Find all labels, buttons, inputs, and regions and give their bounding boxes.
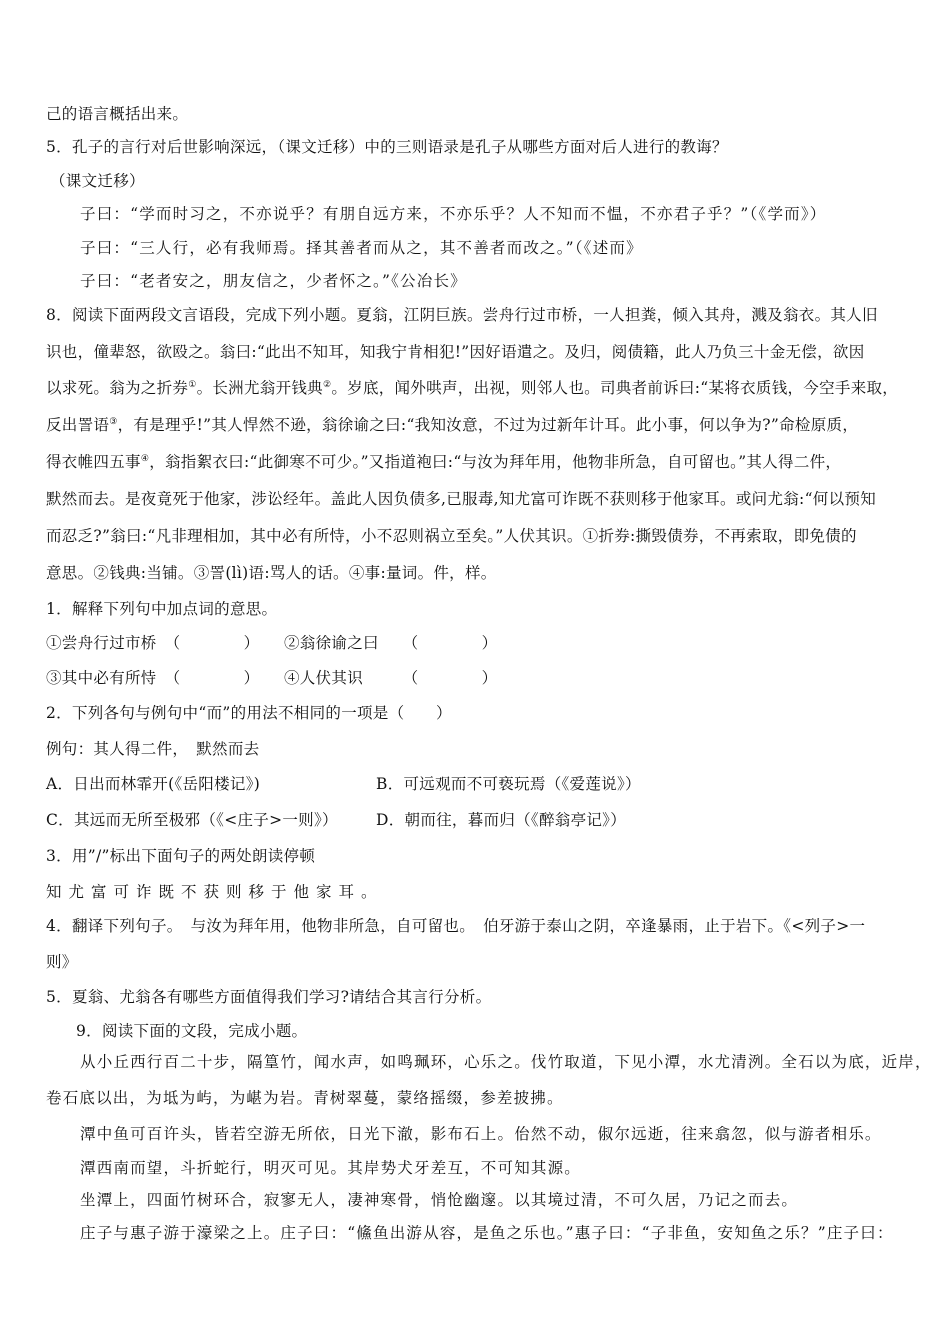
footnote-marker: ② xyxy=(322,379,332,390)
passage-line: 潭西南而望，斗折蛇行，明灭可见。其岸势犬牙差互，不可知其源。 xyxy=(80,1159,582,1177)
passage-line: 以求死。翁为之折券①。长洲尤翁开钱典②。岁底，闻外哄声，出视，则邻人也。司典者前诉曰:“某将衣质钱，今空手来取， xyxy=(46,379,899,397)
options-row xyxy=(46,810,910,830)
passage-line: 坐潭上，四面竹树环合，寂寥无人，凄神寒骨，悄怆幽邃。以其境过清，不可久居，乃记之而去。 xyxy=(80,1191,799,1209)
subquestion-2: 2．下列各句与例句中“而”的用法不相同的一项是（ ） xyxy=(46,704,452,722)
question-5-prompt: 5．孔子的言行对后世影响深远，（课文迁移）中的三则语录是孔子从哪些方面对后人进行的教诲？ xyxy=(46,138,728,156)
text-line: 则》 xyxy=(46,953,78,971)
question-8-passage: 8．阅读下面两段文言语段，完成下列小题。夏翁，江阴巨族。尝舟行过市桥，一人担粪，倾入其舟，溅及翁衣。其人旧 xyxy=(46,306,878,324)
footnotes: 意思。②钱典:当铺。③詈(lì)语:骂人的话。④事:量词。件，样。 xyxy=(46,564,497,582)
passage-line: 而忍乏?”翁曰:“凡非理相加，其中必有所恃，小不忍则祸立至矣。”人伏其识。①折券:撕毁债券，不再索取，即免债的 xyxy=(46,527,857,545)
passage-line: 潭中鱼可百许头，皆若空游无所依，日光下澈，影布石上。佁然不动，俶尔远逝，往来翕忽，似与游者相乐。 xyxy=(80,1125,882,1143)
passage-line: 得衣帷四五事④，翁指絮衣曰:“此御寒不可少。”又指道袍曰:“与汝为拜年用，他物非所急，自可留也。”其人得二件， xyxy=(46,453,842,471)
text-line: 己的语言概括出来。 xyxy=(46,105,189,123)
subquestion-1-items: ①尝舟行过市桥 （ ） ②翁徐谕之曰 （ ） xyxy=(46,634,498,652)
subquestion-3: 3．用”/”标出下面句子的两处朗读停顿 xyxy=(46,847,316,865)
footnote-marker: ④ xyxy=(140,453,150,464)
passage-line: 从小丘西行百二十步，隔篁竹，闻水声，如鸣珮环，心乐之。伐竹取道，下见小潭，水尤清洌。全石以为底，近岸， xyxy=(80,1053,932,1071)
analects-quote-2: 子曰：“三人行，必有我师焉。择其善者而从之，其不善者而改之。”（《述而》 xyxy=(80,239,643,257)
subquestion-4: 4．翻译下列句子。 与汝为拜年用，他物非所急，自可留也。 伯牙游于泰山之阴，卒逢暴雨，止于岩下。《<列子>一 xyxy=(46,917,866,935)
option-a: A．日出而林霏开(《岳阳楼记》) xyxy=(46,775,261,793)
subquestion-1-items: ③其中必有所恃 （ ） ④人伏其识 （ ） xyxy=(46,669,498,687)
footnote-marker: ① xyxy=(188,379,197,390)
section-label: （课文迁移） xyxy=(50,172,145,190)
passage-line: 反出詈语③，有是理乎!”其人悍然不逊，翁徐谕之曰:“我知汝意，不过为过新年计耳。此小事，何以争为?”命检原质， xyxy=(46,416,859,434)
subquestion-5: 5．夏翁、尤翁各有哪些方面值得我们学习?请结合其言行分析。 xyxy=(46,988,492,1006)
options-row xyxy=(46,774,910,794)
passage-line: 庄子与惠子游于濠梁之上。庄子曰：“鯈鱼出游从容，是鱼之乐也。”惠子曰：“子非鱼，安知鱼之乐？”庄子曰： xyxy=(80,1224,894,1242)
passage-line: 识也，僮辈怒，欲殴之。翁曰:“此出不知耳，知我宁肯相犯!”因好语遣之。及归，阅债籍，此人乃负三十金无偿，欲因 xyxy=(46,343,865,361)
analects-quote-3: 子曰：“老者安之，朋友信之，少者怀之。”《公冶长》 xyxy=(80,272,467,290)
option-c: C．其远而无所至极邪（《<庄子>一则》） xyxy=(46,811,338,829)
question-9-prompt: 9．阅读下面的文段，完成小题。 xyxy=(76,1022,308,1040)
option-b: B．可远观而不可亵玩焉（《爱莲说》） xyxy=(376,775,641,793)
analects-quote-1: 子曰：“学而时习之，不亦说乎？有朋自远方来，不亦乐乎？人不知而不愠，不亦君子乎？”（《学而》） xyxy=(80,205,827,223)
pause-sentence: 知尤富可诈既不获则移于他家耳。 xyxy=(46,883,384,901)
footnote-marker: ③ xyxy=(109,416,118,427)
passage-line: 卷石底以出，为坻为屿，为嵁为岩。青树翠蔓，蒙络摇缀，参差披拂。 xyxy=(46,1089,564,1107)
passage-line: 默然而去。是夜竟死于他家，涉讼经年。盖此人因负债多,已服毒,知尤富可诈既不获则移于他家耳。或问尤翁:“何以预知 xyxy=(46,490,877,508)
option-d: D．朝而往，暮而归（《醉翁亭记》） xyxy=(376,811,627,829)
subquestion-1: 1．解释下列句中加点词的意思。 xyxy=(46,600,278,618)
example-sentence: 例句：其人得二件， 默然而去 xyxy=(46,740,260,758)
